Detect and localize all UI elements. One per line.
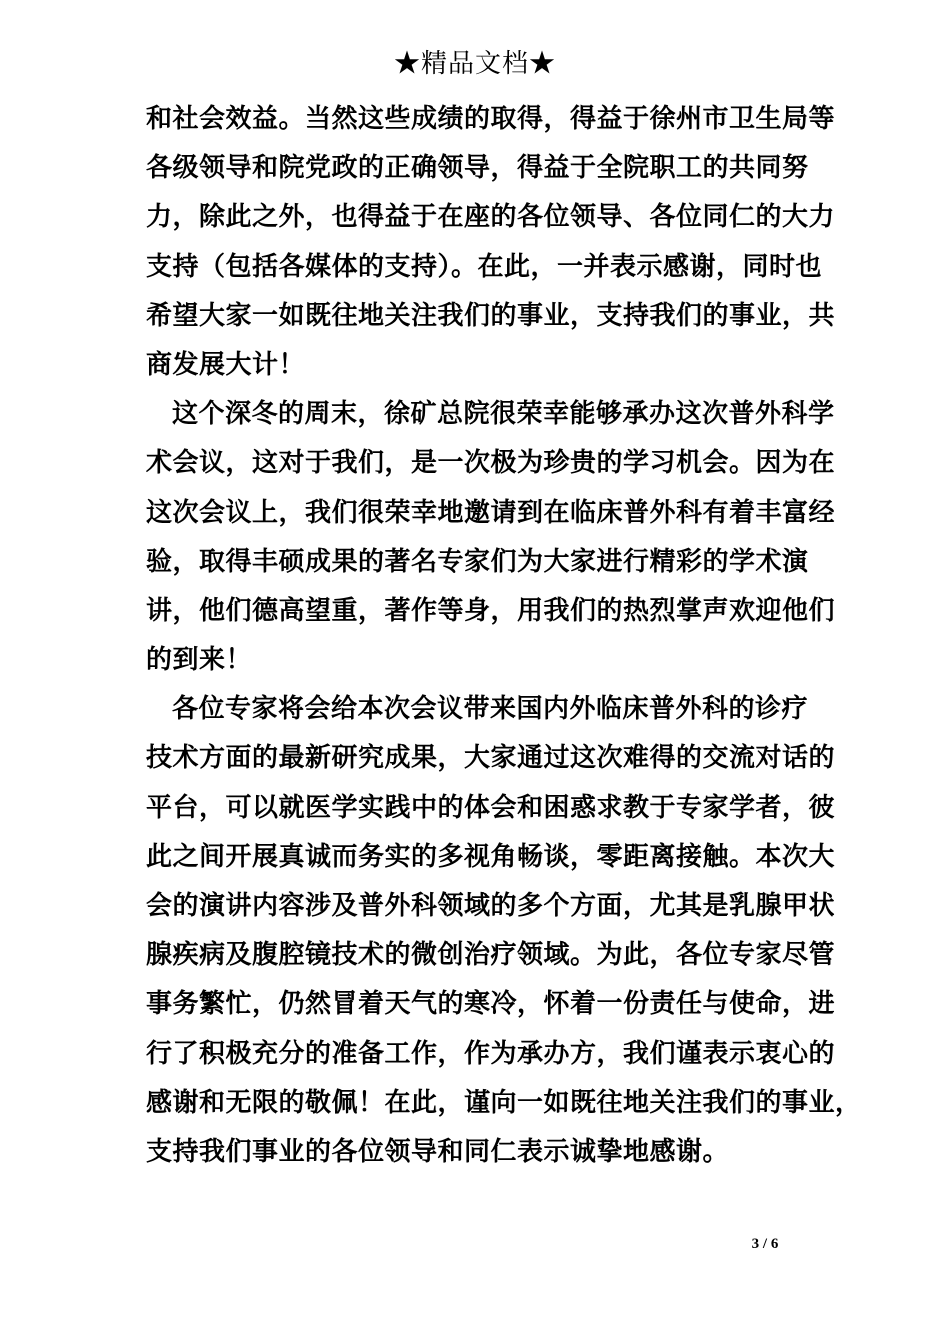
paragraph-2 [146,393,836,688]
text-line: 力，除此之外，也得益于在座的各位领导、各位同仁的大力 [146,202,836,233]
text-line: 事务繁忙，仍然冒着天气的寒冷，怀着一份责任与使命，进 [146,989,836,1020]
paragraph-3 [146,688,862,1180]
text-line: 腺疾病及腹腔镜技术的微创治疗领域。为此，各位专家尽管 [146,940,836,971]
text-line: 的到来！ [146,645,253,676]
text-line: 行了积极充分的准备工作，作为承办方，我们谨表示衷心的 [146,1038,836,1069]
text-line: 支持我们事业的各位领导和同仁表示诚挚地感谢。 [146,1136,730,1167]
paragraph-1 [146,98,836,393]
text-line: 支持（包括各媒体的支持）。在此，一并表示感谢，同时也 [146,251,823,282]
text-line: 平台，可以就医学实践中的体会和困惑求教于专家学者，彼 [146,792,836,823]
text-line: 验，取得丰硕成果的著名专家们为大家进行精彩的学术演 [146,546,809,577]
text-line: 商发展大计！ [146,349,306,380]
text-line: 此之间开展真诚而务实的多视角畅谈，零距离接触。本次大 [146,841,836,872]
document-body [146,98,862,1180]
text-line: 希望大家一如既往地关注我们的事业，支持我们的事业，共 [146,300,836,331]
text-line: 会的演讲内容涉及普外科领域的多个方面，尤其是乳腺甲状 [146,891,836,921]
text-line: 术会议，这对于我们，是一次极为珍贵的学习机会。因为在 [146,448,836,479]
page-header-title: ★精品文档★ [393,49,556,79]
text-line: 这次会议上，我们很荣幸地邀请到在临床普外科有着丰富经 [146,497,836,528]
text-line: 各级领导和院党政的正确领导，得益于全院职工的共同努 [146,153,809,184]
text-line: 技术方面的最新研究成果，大家通过这次难得的交流对话的 [146,743,836,774]
text-line: 感谢和无限的敬佩！在此，谨向一如既往地关注我们的事业， [146,1087,862,1118]
text-line: 讲，他们德高望重，著作等身，用我们的热烈掌声欢迎他们 [146,595,836,626]
text-line: 这个深冬的周末，徐矿总院很荣幸能够承办这次普外科学 [172,399,835,430]
page-number: 3 / 6 [751,1236,779,1252]
text-line: 各位专家将会给本次会议带来国内外临床普外科的诊疗 [172,694,809,725]
text-line: 和社会效益。当然这些成绩的取得，得益于徐州市卫生局等 [146,104,836,134]
